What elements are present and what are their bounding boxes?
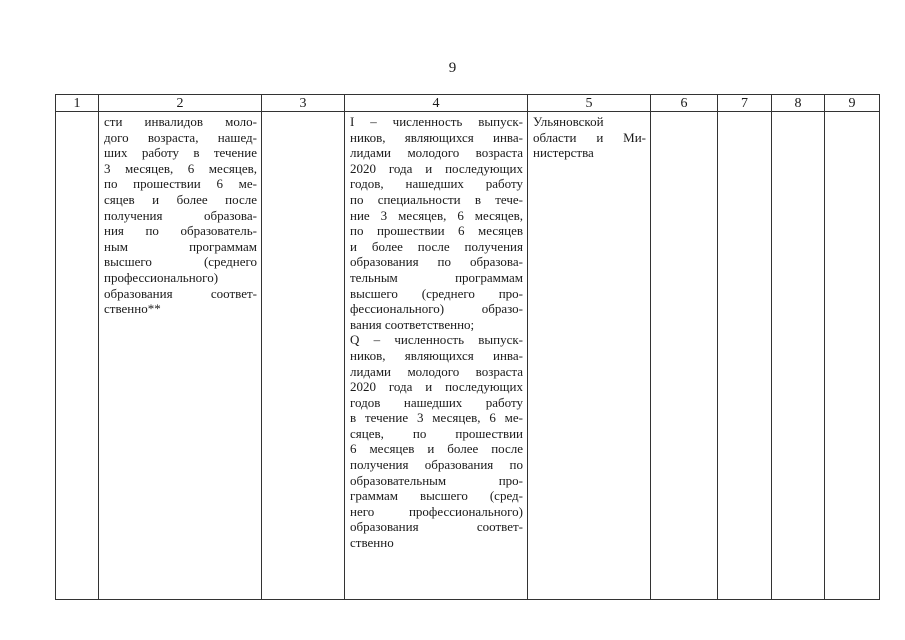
text-line: образования по образова- — [350, 254, 523, 270]
formula-description-text — [345, 112, 527, 551]
text-line: сти инвалидов моло- — [104, 114, 257, 129]
cell-col-7 — [718, 112, 772, 600]
text-line: ния по образователь- — [104, 223, 257, 239]
cell-col-4 — [345, 112, 528, 600]
text-line: высшего (среднего — [104, 254, 257, 270]
page-number: 9 — [448, 60, 457, 76]
header-col-2: 2 — [99, 95, 262, 112]
cell-col-8 — [772, 112, 825, 600]
text-line: ших работу в течение — [104, 145, 257, 161]
text-line: по специальности в тече- — [350, 191, 523, 207]
text-line: ственно — [350, 535, 394, 551]
text-line: 2020 года и последующих — [350, 160, 523, 176]
text-line: годов, нашедших работу — [350, 176, 523, 192]
header-col-1: 1 — [56, 95, 99, 112]
text-line: вания соответственно; — [350, 316, 475, 332]
cell-col-5 — [528, 112, 651, 600]
text-line: ным программам — [104, 238, 257, 254]
text-line: образования соответ- — [104, 285, 257, 301]
cell-col-1 — [56, 112, 99, 600]
text-line: лидами молодого возраста — [350, 363, 523, 379]
header-col-5: 5 — [528, 95, 651, 112]
text-line: него профессионального) — [350, 503, 523, 519]
header-col-7: 7 — [718, 95, 772, 112]
text-line: области и Ми- — [533, 129, 646, 145]
text-line: годов нашедших работу — [350, 394, 523, 410]
text-line: ние 3 месяцев, 6 месяцев, — [350, 207, 523, 223]
text-line: 6 месяцев и более после — [350, 441, 523, 457]
header-col-9: 9 — [825, 95, 880, 112]
cell-col-6 — [651, 112, 718, 600]
text-line: 2020 года и последующих — [350, 379, 523, 395]
text-line: лидами молодого возраста — [350, 145, 523, 161]
cell-col-9 — [825, 112, 880, 600]
text-line: нистерства — [533, 145, 594, 161]
text-line: образования соответ- — [350, 519, 523, 535]
header-col-6: 6 — [651, 95, 718, 112]
text-line: ников, являющихся инва- — [350, 129, 523, 145]
text-line: высшего (среднего про- — [350, 285, 523, 301]
text-line: получения образования по — [350, 457, 523, 473]
table-row — [56, 112, 880, 600]
text-line: фессионального) образо- — [350, 301, 523, 317]
text-line: тельным программам — [350, 269, 523, 285]
header-col-8: 8 — [772, 95, 825, 112]
text-line: Ульяновской — [533, 114, 604, 129]
text-line: получения образова- — [104, 207, 257, 223]
text-line: по прошествии 6 ме- — [104, 176, 257, 192]
indicator-table — [55, 94, 880, 600]
text-line: 3 месяцев, 6 месяцев, — [104, 160, 257, 176]
text-line: и более после получения — [350, 238, 523, 254]
text-line: сяцев и более после — [104, 191, 257, 207]
header-col-4: 4 — [345, 95, 528, 112]
header-col-3: 3 — [262, 95, 345, 112]
text-line: граммам высшего (сред- — [350, 488, 523, 504]
cell-col-2 — [99, 112, 262, 600]
indicator-name-text — [99, 112, 261, 317]
text-line: ников, являющихся инва- — [350, 347, 523, 363]
cell-col-3 — [262, 112, 345, 600]
text-line: профессионального) — [104, 269, 219, 285]
header-row — [56, 95, 880, 112]
text-line: I – численность выпуск- — [350, 114, 523, 129]
text-line: в течение 3 месяцев, 6 ме- — [350, 410, 523, 426]
text-line: дого возраста, нашед- — [104, 129, 257, 145]
text-line: ственно** — [104, 301, 161, 317]
text-line: Q – численность выпуск- — [350, 332, 523, 348]
responsible-body-text — [528, 112, 650, 161]
text-line: образовательным про- — [350, 472, 523, 488]
text-line: по прошествии 6 месяцев — [350, 223, 523, 239]
text-line: сяцев, по прошествии — [350, 425, 523, 441]
